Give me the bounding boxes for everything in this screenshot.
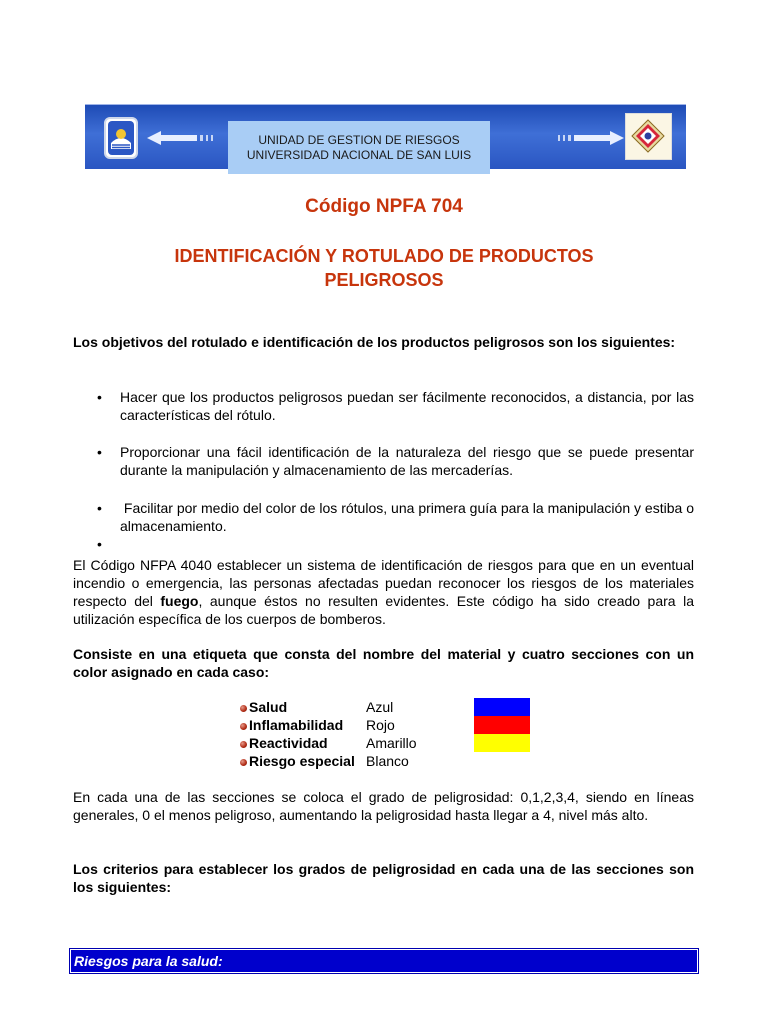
main-title-line-2: PELIGROSOS xyxy=(324,270,444,290)
bullet-ball-icon xyxy=(240,723,247,730)
color-swatches xyxy=(474,698,530,770)
swatch-reactividad xyxy=(474,734,530,752)
label-intro: Consiste en una etiqueta que consta del nombre del material y cuatro secciones con un color asignado en cada caso: xyxy=(73,646,694,680)
list-item-text: Facilitar por medio del color de los rótulos, una primera guía para la manipulación y estiba o almacenamiento. xyxy=(120,500,698,534)
arrow-left-icon[interactable] xyxy=(147,130,223,151)
nfpa-text-start: El Código NFPA 4040 establecer un sistema de identificación de riesgos para que en un eventual incendio o emergencia, las personas afectadas puedan reconocer los riesgos de los materiales respecto del xyxy=(73,557,694,609)
bullet-icon: • xyxy=(97,500,102,516)
institution-label xyxy=(228,121,490,174)
arrow-right-icon[interactable] xyxy=(558,130,634,151)
objectives-intro: Los objetivos del rotulado e identificación de los productos peligrosos son los siguientes: xyxy=(73,334,676,350)
institution-line-2: UNIVERSIDAD NACIONAL DE SAN LUIS xyxy=(246,147,472,162)
bullet-icon: • xyxy=(97,536,102,552)
section-name: Salud xyxy=(249,699,288,715)
main-title xyxy=(0,244,768,292)
swatch-inflamabilidad xyxy=(474,716,530,734)
main-title-line-1: IDENTIFICACIÓN Y ROTULADO DE PRODUCTOS xyxy=(174,246,594,266)
code-title: Código NPFA 704 xyxy=(305,196,463,217)
section-name: Reactividad xyxy=(249,735,328,751)
section-name: Inflamabilidad xyxy=(249,717,344,733)
health-risk-heading-text: Riesgos para la salud: xyxy=(71,950,697,972)
list-item-text: Proporcionar una fácil identificación de la naturaleza del riesgo que se puede presentar durante la manipulación y almacenamiento de las mercaderías. xyxy=(120,444,694,478)
institution-line-1: UNIDAD DE GESTION DE RIESGOS xyxy=(258,132,460,147)
grades-paragraph: En cada una de las secciones se coloca el grado de peligrosidad: 0,1,2,3,4, siendo en líneas generales, 0 el menos peligroso, aumentando la peligrosidad hasta llegar a 4, nivel más alto. xyxy=(73,789,694,823)
list-item xyxy=(97,443,694,479)
bullet-icon: • xyxy=(97,389,102,405)
bullet-ball-icon xyxy=(240,741,247,748)
ugr-logo-icon xyxy=(625,113,672,160)
section-color-name: Amarillo xyxy=(366,735,417,751)
criteria-intro: Los criterios para establecer los grados de peligrosidad en cada una de las secciones son los siguientes: xyxy=(73,861,694,895)
nfpa-bold-word: fuego xyxy=(160,593,199,609)
health-risk-heading xyxy=(69,948,699,974)
bullet-ball-icon xyxy=(240,759,247,766)
nfpa-paragraph xyxy=(73,556,694,628)
swatch-riesgo-especial xyxy=(474,752,530,770)
bullet-icon: • xyxy=(97,444,102,460)
section-name: Riesgo especial xyxy=(249,753,355,769)
nfpa-text-end: , aunque éstos no resulten evidentes. Este código ha sido creado para la utilización específica de los cuerpos de bomberos. xyxy=(73,593,694,627)
list-item xyxy=(97,499,698,535)
list-item-text: Hacer que los productos peligrosos puedan ser fácilmente reconocidos, a distancia, por las características del rótulo. xyxy=(120,389,694,423)
university-logo-icon xyxy=(104,117,138,159)
section-color-name: Azul xyxy=(366,699,394,715)
list-item xyxy=(97,388,694,424)
header-banner xyxy=(85,104,686,169)
section-color-name: Blanco xyxy=(366,753,409,769)
bullet-ball-icon xyxy=(240,705,247,712)
section-color-name: Rojo xyxy=(366,717,395,733)
swatch-salud xyxy=(474,698,530,716)
